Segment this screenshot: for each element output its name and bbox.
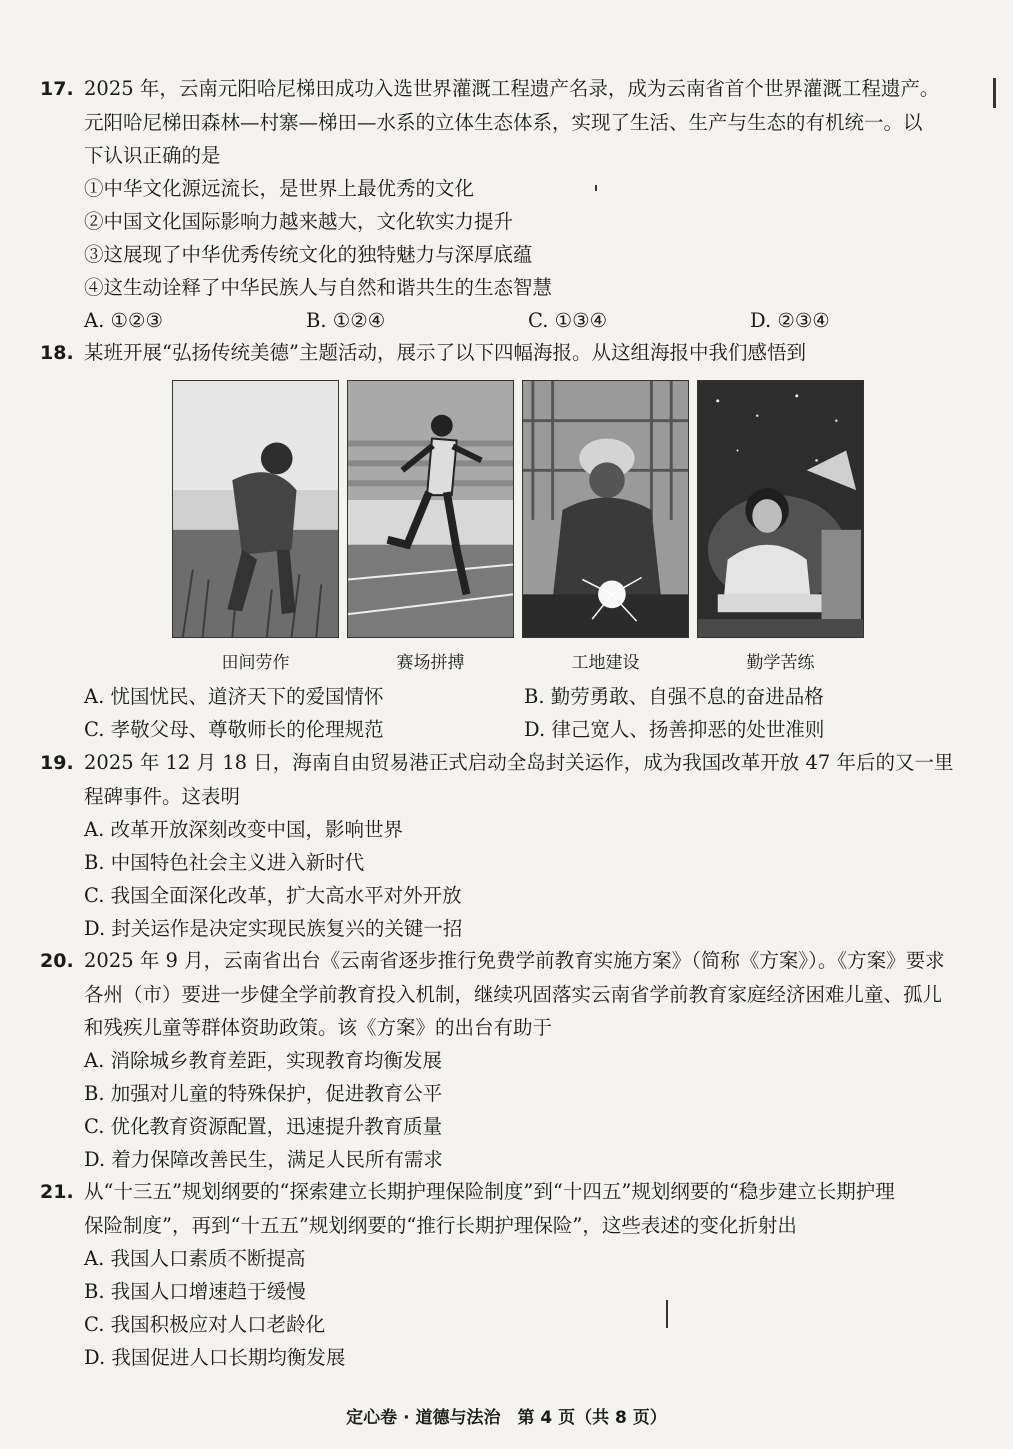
question-number: 17. <box>40 78 74 100</box>
option-d: D. 封关运作是决定实现民族复兴的关键一招 <box>84 917 463 940</box>
question-stem-line: 下认识正确的是 <box>84 144 221 167</box>
option-b: B. 勤劳勇敢、自强不息的奋进品格 <box>524 685 824 708</box>
option-d: D. 着力保障改善民生，满足人民所有需求 <box>84 1148 443 1171</box>
option-c: C. 我国全面深化改革，扩大高水平对外开放 <box>84 884 462 907</box>
option-c: C. ①③④ <box>528 309 608 332</box>
option-b: B. 加强对儿童的特殊保护，促进教育公平 <box>84 1082 443 1105</box>
question-stem-line: 程碑事件。这表明 <box>84 785 241 808</box>
poster-captions <box>172 648 867 673</box>
option-a: A. ①②③ <box>84 309 163 332</box>
caption-farming: 田间劳作 <box>221 653 290 673</box>
question-18-options <box>40 680 975 746</box>
question-stem-line: 某班开展“弘扬传统美德”主题活动，展示了以下四幅海报。从这组海报中我们感悟到 <box>84 341 806 364</box>
scan-mark <box>666 1300 668 1328</box>
option-c: C. 优化教育资源配置，迅速提升教育质量 <box>84 1115 443 1138</box>
option-b: B. 我国人口增速趋于缓慢 <box>84 1280 306 1303</box>
question-stem-line: 2025 年，云南元阳哈尼梯田成功入选世界灌溉工程遗产名录，成为云南省首个世界灌溉工程遗产。 <box>84 77 940 100</box>
question-stem-line: 2025 年 9 月，云南省出台《云南省逐步推行免费学前教育实施方案》（简称《方案》）。《方案》要求 <box>84 949 945 972</box>
option-a: A. 消除城乡教育差距，实现教育均衡发展 <box>84 1049 442 1072</box>
question-stem-line: 2025 年 12 月 18 日，海南自由贸易港正式启动全岛封关运作，成为我国改革开放 47 年后的又一里 <box>84 751 954 774</box>
question-stem-line: 和残疾儿童等群体资助政策。该《方案》的出台有助于 <box>84 1016 553 1039</box>
poster-farming-image <box>172 380 339 638</box>
option-a: A. 改革开放深刻改变中国，影响世界 <box>84 818 403 841</box>
options-row <box>40 304 975 337</box>
caption-construction: 工地建设 <box>571 653 640 673</box>
question-17 <box>40 72 975 337</box>
statement-3: ③这展现了中华优秀传统文化的独特魅力与深厚底蕴 <box>84 243 533 266</box>
caption-running: 赛场拼搏 <box>396 653 465 673</box>
question-21 <box>40 1175 975 1374</box>
option-d: D. 我国促进人口长期均衡发展 <box>84 1346 346 1369</box>
question-stem-line: 从“十三五”规划纲要的“探索建立长期护理保险制度”到“十四五”规划纲要的“稳步建立长期护理 <box>84 1180 895 1203</box>
option-c: C. 孝敬父母、尊敬师长的伦理规范 <box>84 718 384 741</box>
question-number: 19. <box>40 752 74 774</box>
scan-mark <box>993 78 996 108</box>
statement-4: ④这生动诠释了中华民族人与自然和谐共生的生态智慧 <box>84 276 553 299</box>
poster-studying-image <box>697 380 864 638</box>
poster-group <box>172 380 867 638</box>
page-footer: 定心卷 · 道德与法治 第 4 页（共 8 页） <box>346 1408 667 1428</box>
statement-2: ②中国文化国际影响力越来越大，文化软实力提升 <box>84 210 514 233</box>
question-19 <box>40 746 975 945</box>
question-stem-line: 各州（市）要进一步健全学前教育投入机制，继续巩固落实云南省学前教育家庭经济困难儿童、孤儿 <box>84 983 943 1006</box>
question-stem-line: 保险制度”，再到“十五五”规划纲要的“推行长期护理保险”，这些表述的变化折射出 <box>84 1214 797 1237</box>
option-c: C. 我国积极应对人口老龄化 <box>84 1313 326 1336</box>
question-number: 18. <box>40 342 74 364</box>
question-20 <box>40 944 975 1176</box>
option-d: D. 律己宽人、扬善抑恶的处世准则 <box>524 718 825 741</box>
question-number: 21. <box>40 1181 74 1203</box>
question-stem-line: 元阳哈尼梯田森林—村寨—梯田—水系的立体生态体系，实现了生活、生产与生态的有机统一。以 <box>84 111 923 134</box>
scan-mark <box>595 185 597 191</box>
caption-studying: 勤学苦练 <box>746 653 815 673</box>
question-number: 20. <box>40 950 74 972</box>
question-18 <box>40 336 975 370</box>
poster-running-image <box>347 380 514 638</box>
option-a: A. 我国人口素质不断提高 <box>84 1247 306 1270</box>
option-d: D. ②③④ <box>750 309 830 332</box>
option-b: B. 中国特色社会主义进入新时代 <box>84 851 365 874</box>
option-a: A. 忧国忧民、道济天下的爱国情怀 <box>84 685 384 708</box>
statement-1: ①中华文化源远流长，是世界上最优秀的文化 <box>84 177 475 200</box>
poster-construction-image <box>522 380 689 638</box>
option-b: B. ①②④ <box>306 309 386 332</box>
